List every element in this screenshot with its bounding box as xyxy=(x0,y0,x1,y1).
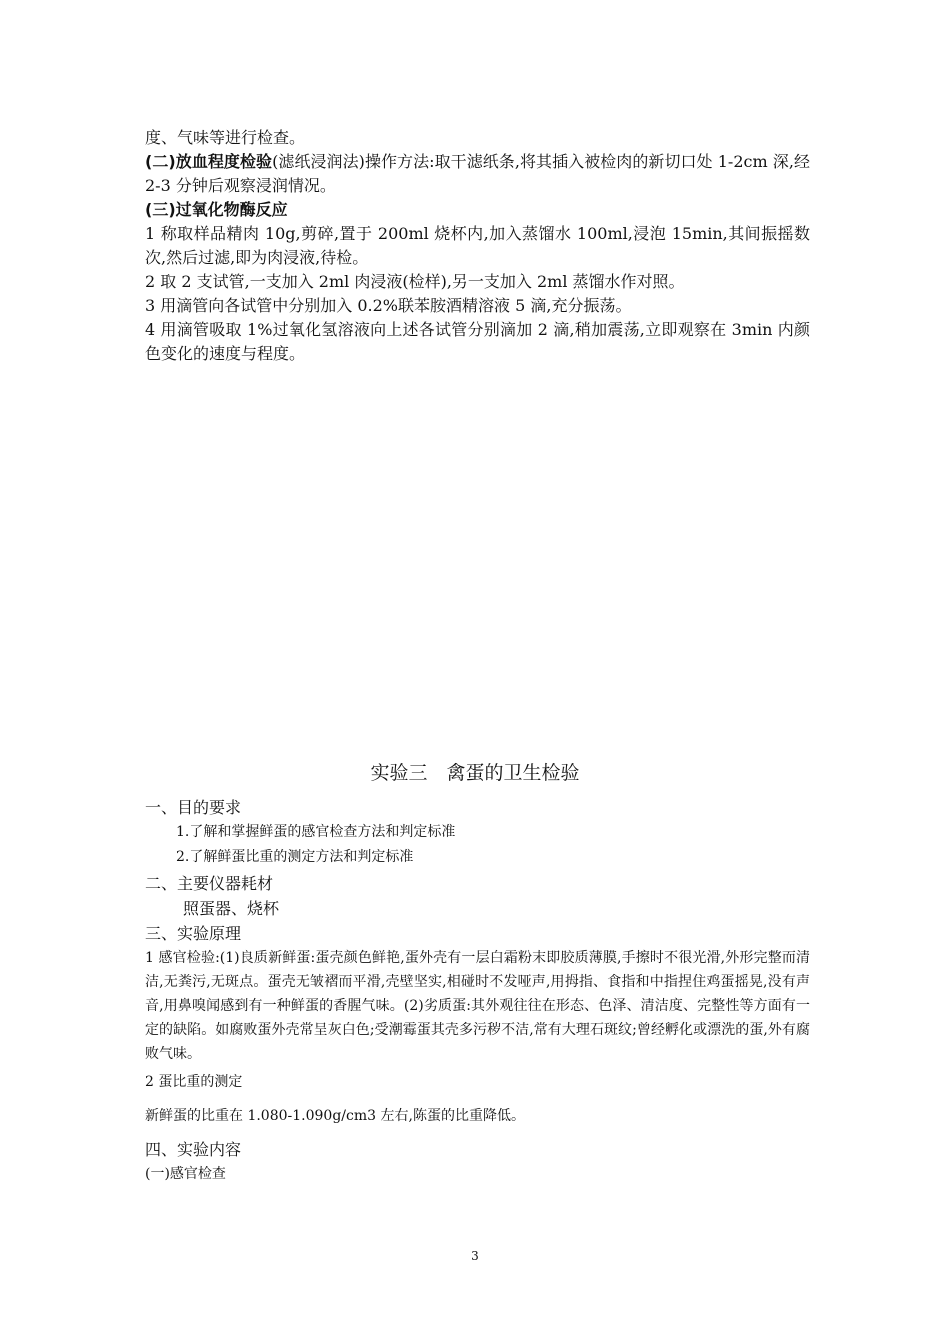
bleeding-test-text: 操作方法:取干滤纸条,将其插入被检肉的新切口处 1-2cm 深,经 2-3 分钟后观察浸润情况。 xyxy=(145,152,810,195)
paragraph-bleeding-test xyxy=(145,150,810,198)
section-3-gravity-text: 新鲜蛋的比重在 1.080-1.090g/cm3 左右,陈蛋的比重降低。 xyxy=(145,1108,525,1124)
heading-peroxidase: (三)过氧化物酶反应 xyxy=(145,200,288,219)
section-1-item-2: 2.了解鲜蛋比重的测定方法和判定标准 xyxy=(176,849,414,865)
section-3-gravity-title: 2 蛋比重的测定 xyxy=(145,1074,243,1090)
section-3-title: 三、实验原理 xyxy=(145,924,242,943)
section-3-sensory-text: 1 感官检验:(1)良质新鲜蛋:蛋壳颜色鲜艳,蛋外壳有一层白霜粉末即胶质薄膜,手擦时不很光滑,外形完整而清洁,无粪污,无斑点。蛋壳无皱褶而平滑,壳壁坚实,相碰时不发哑声,用拇指、食指和中指捏住鸡蛋摇晃,没有声音,用鼻嗅闻感到有一种鲜蛋的香腥气味。(2)劣质蛋:其外观往往在形态、色泽、清洁度、完整性等方面有一定的缺陷。如腐败蛋外壳常呈灰白色;受潮霉蛋其壳多污秽不洁,常有大理石斑纹;曾经孵化或漂洗的蛋,外有腐败气味。 xyxy=(145,950,810,1062)
heading-bleeding-test: (二)放血程度检验 xyxy=(145,152,273,171)
step-1: 1 称取样品精肉 10g,剪碎,置于 200ml 烧杯内,加入蒸馏水 100ml,浸泡 15min,其间振摇数次,然后过滤,即为肉浸液,待检。 xyxy=(145,224,810,267)
section-2-item: 照蛋器、烧杯 xyxy=(183,899,280,918)
step-4: 4 用滴管吸取 1%过氧化氢溶液向上述各试管分别滴加 2 滴,稍加震荡,立即观察在 3min 内颜色变化的速度与程度。 xyxy=(145,320,810,363)
section-1-item-1: 1.了解和掌握鲜蛋的感官检查方法和判定标准 xyxy=(176,824,456,840)
section-1-title: 一、目的要求 xyxy=(145,798,242,817)
method-name: (滤纸浸润法) xyxy=(272,152,365,171)
section-2-title: 二、主要仪器耗材 xyxy=(145,874,274,893)
experiment-title: 实验三 禽蛋的卫生检验 xyxy=(370,762,580,784)
step-2: 2 取 2 支试管,一支加入 2ml 肉浸液(检样),另一支加入 2ml 蒸馏水作对照。 xyxy=(145,272,685,291)
paragraph-continuation: 度、气味等进行检查。 xyxy=(145,128,306,147)
page-number: 3 xyxy=(471,1249,479,1263)
step-3: 3 用滴管向各试管中分别加入 0.2%联苯胺酒精溶液 5 滴,充分振荡。 xyxy=(145,296,632,315)
section-4-title: 四、实验内容 xyxy=(145,1140,242,1159)
section-4-sub-1: (一)感官检查 xyxy=(145,1166,226,1182)
